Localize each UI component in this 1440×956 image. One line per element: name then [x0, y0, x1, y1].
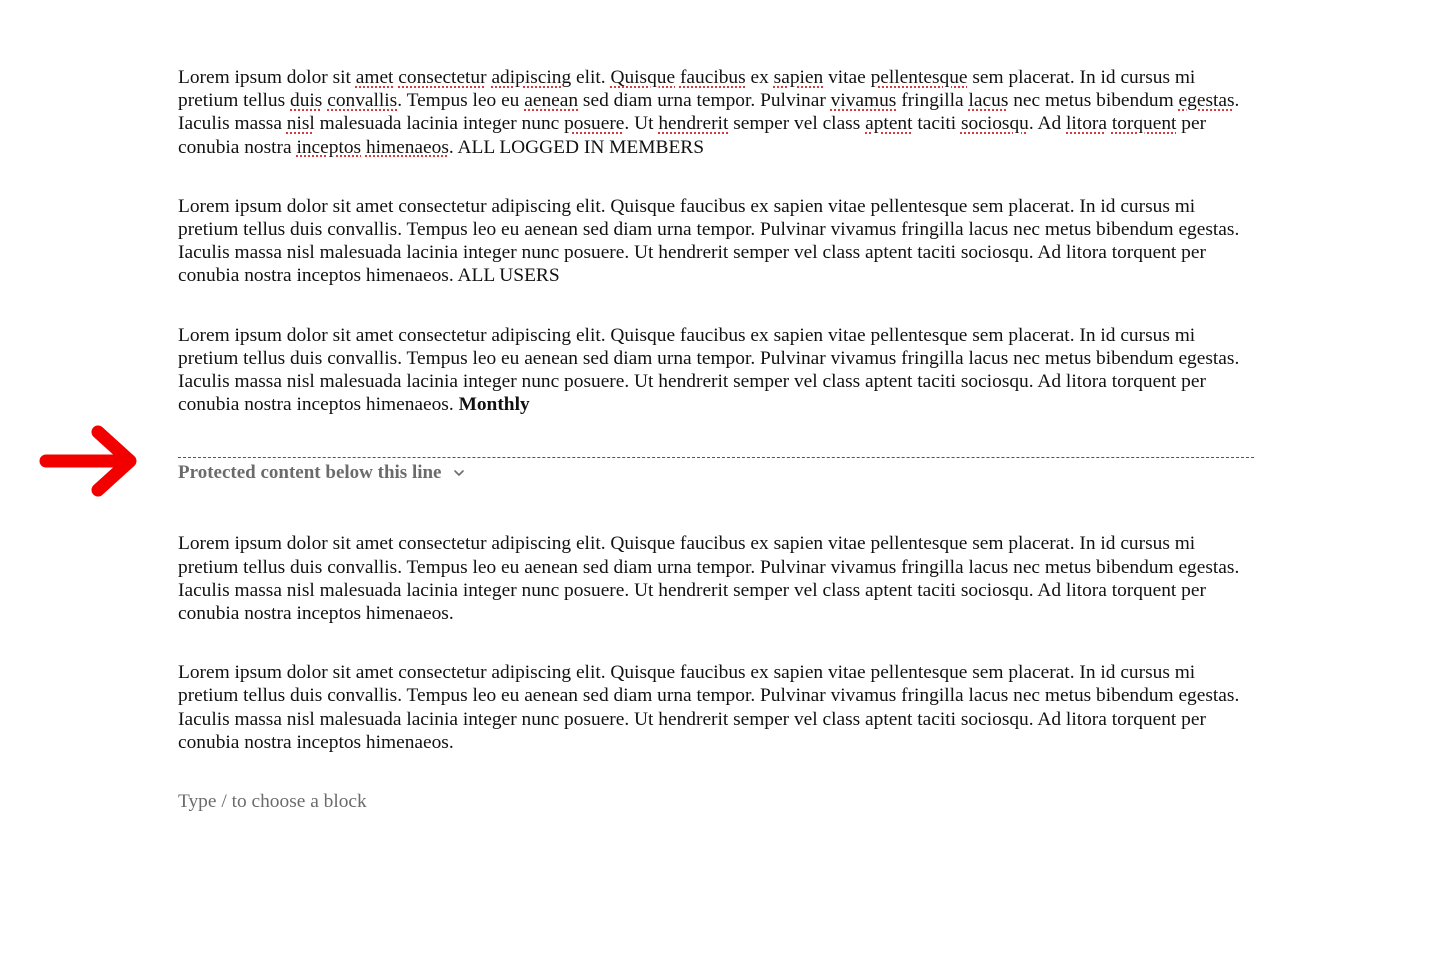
- paragraph-block[interactable]: [178, 532, 1254, 625]
- text-run: fringilla: [896, 90, 969, 112]
- spellcheck-word: egestas: [1178, 90, 1235, 112]
- text-run: . Ut: [624, 113, 659, 135]
- text-run: Lorem ipsum dolor sit amet consectetur adipiscing elit. Quisque faucibus ex sapien vitae pellentesque sem placerat. In id cursus mi pretium tellus duis convallis. Tempus leo eu aenean sed diam urna tempor. Pulvinar vivamus fringilla lacus nec metus bibendum egestas. Iaculis massa nisl malesuada lacinia integer nunc posuere. Ut hendrerit semper vel class aptent taciti sociosqu. Ad litora torquent per conubia nostra inceptos himenaeos. ALL USERS: [178, 195, 1240, 287]
- spellcheck-word: inceptos: [296, 136, 362, 158]
- spellcheck-word: adipiscing: [491, 67, 572, 88]
- text-run: . Ad: [1028, 113, 1067, 135]
- protected-content-separator[interactable]: [178, 449, 1254, 489]
- protected-content-toggle[interactable]: [178, 461, 466, 485]
- text-run: . Iaculis massa: [178, 90, 1240, 135]
- spellcheck-word: hendrerit: [658, 113, 729, 135]
- text-run: . Tempus leo eu: [397, 90, 525, 112]
- spellcheck-word: himenaeos: [365, 136, 449, 158]
- text-run: Lorem ipsum dolor sit amet consectetur adipiscing elit. Quisque faucibus ex sapien vitae pellentesque sem placerat. In id cursus mi pretium tellus duis convallis. Tempus leo eu aenean sed diam urna tempor. Pulvinar vivamus fringilla lacus nec metus bibendum egestas. Iaculis massa nisl malesuada lacinia integer nunc posuere. Ut hendrerit semper vel class aptent taciti sociosqu. Ad litora torquent per conubia nostra inceptos himenaeos.: [178, 662, 1240, 753]
- text-run: Lorem ipsum dolor sit amet consectetur adipiscing elit. Quisque faucibus ex sapien vitae pellentesque sem placerat. In id cursus mi pretium tellus duis convallis. Tempus leo eu aenean sed diam urna tempor. Pulvinar vivamus fringilla lacus nec metus bibendum egestas. Iaculis massa nisl malesuada lacinia integer nunc posuere. Ut hendrerit semper vel class aptent taciti sociosqu. Ad litora torquent per conubia nostra inceptos himenaeos.: [178, 324, 1240, 416]
- paragraph-block[interactable]: [178, 195, 1254, 288]
- paragraph-block[interactable]: [178, 324, 1254, 417]
- spellcheck-word: lacus: [968, 90, 1009, 112]
- text-run: sed diam urna tempor. Pulvinar: [578, 90, 831, 112]
- spellcheck-word: aenean: [524, 90, 579, 112]
- spellcheck-word: amet: [355, 67, 394, 88]
- spellcheck-word: sapien: [773, 67, 824, 88]
- protected-content-label: Protected content below this line: [178, 462, 442, 484]
- text-run: per conubia nostra: [178, 113, 1207, 158]
- spellcheck-word: nisl: [286, 113, 315, 135]
- spellcheck-word: sociosqu: [960, 113, 1029, 135]
- spellcheck-word: pellentesque: [870, 67, 968, 88]
- paragraph-block[interactable]: [178, 661, 1254, 754]
- text-run: . ALL LOGGED IN MEMBERS: [448, 136, 705, 158]
- text-run: nec metus bibendum: [1008, 90, 1179, 112]
- spellcheck-word: convallis: [327, 90, 398, 112]
- text-run: taciti: [912, 113, 961, 135]
- text-run: Lorem ipsum dolor sit: [178, 67, 356, 88]
- text-run: semper vel class: [728, 113, 866, 135]
- red-arrow-right-icon: [38, 424, 142, 498]
- paragraphs-bottom: [178, 532, 1254, 754]
- paragraphs-top: [178, 66, 1254, 416]
- paragraph-block[interactable]: [178, 66, 1254, 159]
- text-run: ex: [745, 67, 774, 88]
- spellcheck-word: torquent: [1111, 113, 1177, 135]
- spellcheck-word: Quisque: [610, 67, 676, 88]
- spellcheck-word: aptent: [865, 113, 913, 135]
- text-run: malesuada lacinia integer nunc: [314, 113, 565, 135]
- spellcheck-word: vivamus: [830, 90, 897, 112]
- block-placeholder[interactable]: Type / to choose a block: [178, 791, 367, 813]
- text-run: vitae: [823, 67, 871, 88]
- spellcheck-word: consectetur: [398, 67, 487, 88]
- text-run: elit.: [571, 67, 611, 88]
- chevron-down-icon[interactable]: [452, 466, 466, 480]
- text-run: sem placerat. In id cursus mi pretium tellus: [178, 67, 1196, 112]
- bold-text: Monthly: [458, 394, 530, 416]
- spellcheck-word: posuere: [564, 113, 625, 135]
- editor-canvas[interactable]: [178, 66, 1254, 813]
- spellcheck-word: litora: [1066, 113, 1107, 135]
- spellcheck-word: duis: [290, 90, 323, 112]
- spellcheck-word: faucibus: [679, 67, 746, 88]
- text-run: Lorem ipsum dolor sit amet consectetur adipiscing elit. Quisque faucibus ex sapien vitae pellentesque sem placerat. In id cursus mi pretium tellus duis convallis. Tempus leo eu aenean sed diam urna tempor. Pulvinar vivamus fringilla lacus nec metus bibendum egestas. Iaculis massa nisl malesuada lacinia integer nunc posuere. Ut hendrerit semper vel class aptent taciti sociosqu. Ad litora torquent per conubia nostra inceptos himenaeos.: [178, 533, 1240, 625]
- dashed-divider: [178, 457, 1254, 458]
